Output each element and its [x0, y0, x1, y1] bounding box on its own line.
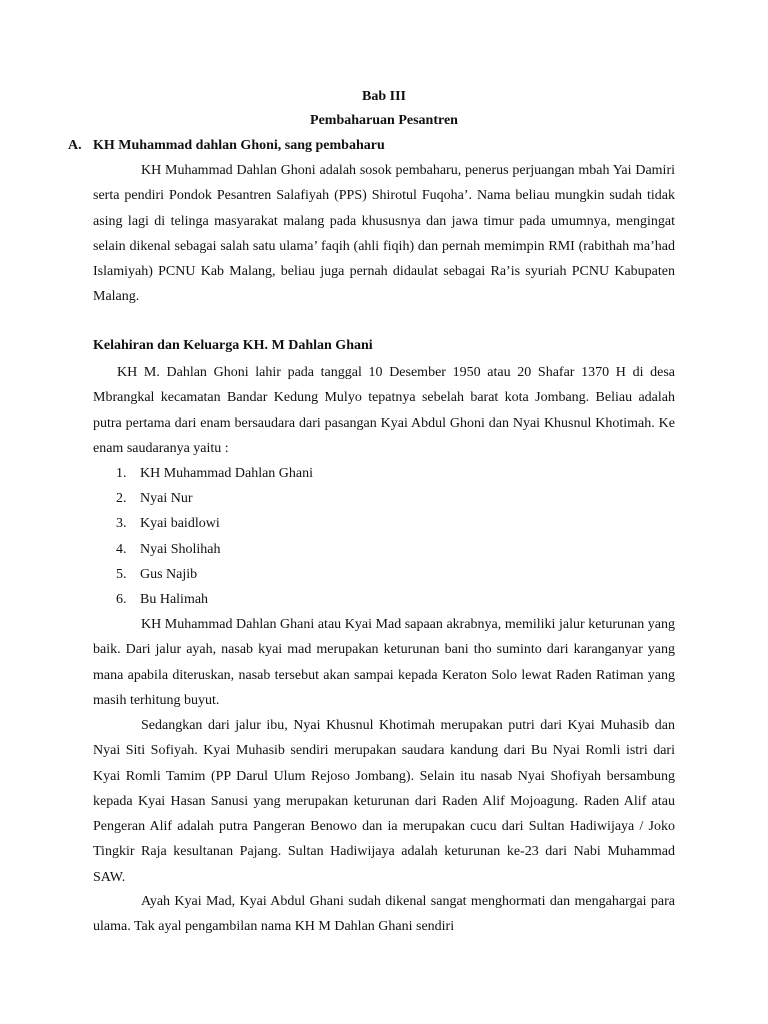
section-a-paragraph: KH Muhammad Dahlan Ghoni adalah sosok pembaharu, penerus perjuangan mbah Yai Damiri serta pendiri Pondok Pesantren Salafiyah (PPS) Shirotul Fuqoha’. Nama beliau mungkin sudah tidak asing lagi di telinga masyarakat malang pada khususnya dan jawa timur pada umumnya, mengingat selain dikenal sebagai salah satu ulama’ faqih (ahli fiqih) dan pernah memimpin RMI (rabithah ma’had Islamiyah) PCNU Kab Malang, beliau juga pernah didaulat sebagai Ra’is syuriah PCNU Kabupaten Malang. [93, 163, 675, 305]
respect-paragraph: Ayah Kyai Mad, Kyai Abdul Ghani sudah dikenal sangat menghormati dan mengahargai para ulama. Tak ayal pengambilan nama KH M Dahlan Ghani sendiri [93, 894, 675, 935]
section-a-heading [68, 136, 688, 156]
subsection-intro-block [93, 360, 675, 461]
section-letter: A. [68, 138, 82, 153]
list-item [93, 461, 413, 486]
list-number: 3. [116, 516, 127, 532]
lineage-mother-block [93, 713, 675, 890]
list-text: Nyai Nur [140, 491, 193, 507]
respect-block [93, 889, 675, 940]
chapter-title: Bab III [362, 89, 406, 104]
list-text: Gus Najib [140, 566, 198, 582]
section-a-paragraph-block [93, 158, 675, 310]
list-item [93, 562, 413, 587]
list-item [93, 587, 413, 612]
list-number: 5. [116, 566, 127, 582]
section-a-title: KH Muhammad dahlan Ghoni, sang pembaharu [93, 138, 385, 153]
lineage-father-block [93, 612, 675, 713]
list-text: Kyai baidlowi [140, 516, 220, 532]
subsection-heading: Kelahiran dan Keluarga KH. M Dahlan Ghani [93, 338, 373, 353]
list-item [93, 511, 413, 536]
list-number: 2. [116, 491, 127, 507]
list-item [93, 486, 413, 511]
lineage-father-paragraph: KH Muhammad Dahlan Ghani atau Kyai Mad sapaan akrabnya, memiliki jalur keturunan yang baik. Dari jalur ayah, nasab kyai mad merupakan keturunan bani tho suminto dari karanganyar yang mana apabila diteruskan, nasab tersebut akan sampai kepada Keraton Solo lewat Raden Ratiman yang masih terhitung buyut. [93, 617, 675, 708]
list-number: 6. [116, 591, 127, 607]
list-text: KH Muhammad Dahlan Ghani [140, 466, 314, 481]
list-item [93, 537, 413, 562]
list-number: 1. [116, 466, 127, 481]
page-title: Pembaharuan Pesantren [310, 113, 458, 128]
lineage-mother-paragraph: Sedangkan dari jalur ibu, Nyai Khusnul Khotimah merupakan putri dari Kyai Muhasib dan Nyai Siti Sofiyah. Kyai Muhasib sendiri merupakan saudara kandung dari Bu Nyai Romli istri dari Kyai Romli Tamim (PP Darul Ulum Rejoso Jombang). Selain itu nasab Nyai Shofiyah bersambung kepada Kyai Hasan Sanusi yang merupakan keturunan dari Raden Alif Mojoagung. Raden Alif atau Pengeran Alif adalah putra Pangeran Benowo dan ia merupakan cucu dari Sultan Hadiwijaya / Joko Tingkir Raja kesultanan Pajang. Sultan Hadiwijaya adalah keturunan ke-23 dari Nabi Muhammad SAW. [93, 718, 675, 885]
list-text: Bu Halimah [140, 591, 209, 607]
list-number: 4. [116, 541, 127, 557]
siblings-list [93, 461, 413, 612]
subsection-intro-paragraph: KH M. Dahlan Ghoni lahir pada tanggal 10 Desember 1950 atau 20 Shafar 1370 H di desa Mbrangkal kecamatan Bandar Kedung Mulyo tepatnya sebelah barat kota Jombang. Beliau adalah putra pertama dari enam bersaudara dari pasangan Kyai Abdul Ghoni dan Nyai Khusnul Khotimah. Ke enam saudaranya yaitu : [93, 365, 675, 456]
list-text: Nyai Sholihah [140, 541, 221, 557]
